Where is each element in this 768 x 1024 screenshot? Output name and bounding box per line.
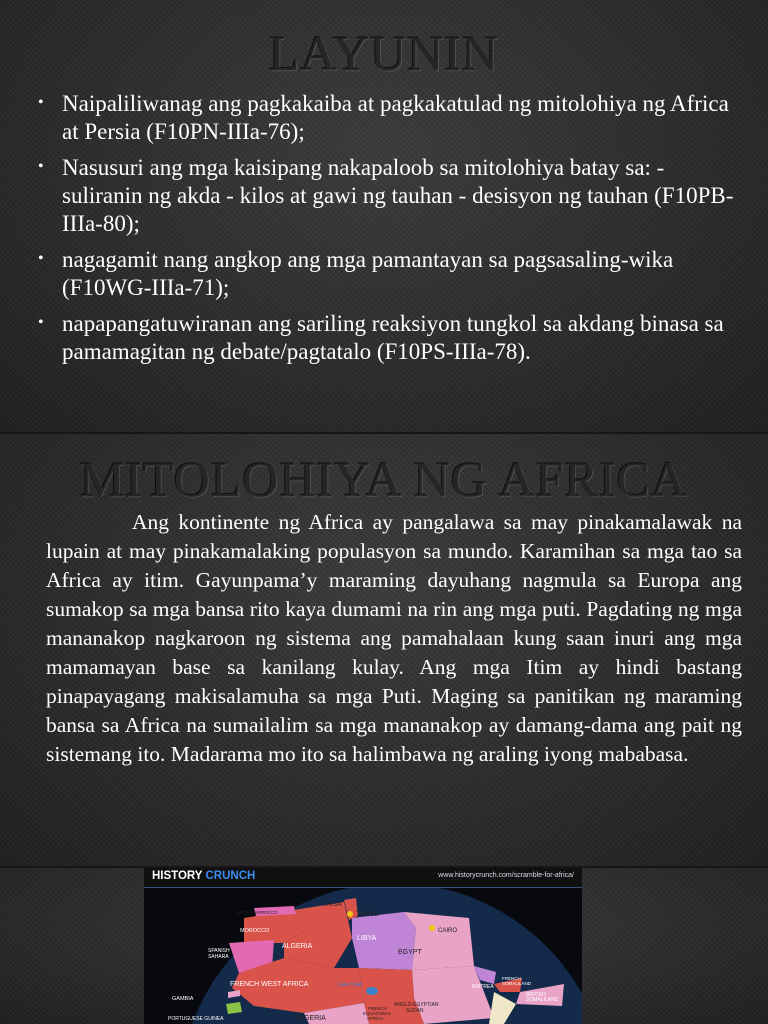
list-item — [36, 246, 746, 302]
map-label: EGYPT — [398, 949, 422, 956]
bullet-icon: • — [38, 94, 44, 111]
objective-text: napapangatuwiranan ang sariling reaksiyon tungkol sa akdang binasa sa pamamagitan ng debate/pagtatalo (F10PS-IIIa-78). — [62, 311, 724, 364]
slide-africa-mythology — [0, 434, 768, 866]
map-label: NIGERIA — [297, 1015, 326, 1022]
map-label: AFRICA — [367, 1016, 384, 1021]
slide-objectives — [0, 0, 768, 432]
map-header — [144, 868, 582, 888]
bullet-icon: • — [38, 314, 44, 331]
portuguese-guinea-region — [226, 1002, 242, 1014]
source-url: www.historycrunch.com/scramble-for-africa/ — [438, 872, 574, 879]
objective-text: nagagamit nang angkop ang mga pamantayan sa pagsasaling-wika (F10WG-IIIa-71); — [62, 247, 674, 300]
africa-map-graphic — [144, 888, 582, 1024]
slide-title: LAYUNIN — [268, 25, 500, 81]
map-label: ANGLO-EGYPTIAN — [394, 1002, 439, 1008]
map-label: SAHARA — [208, 954, 229, 960]
map-label: GAMBIA — [172, 996, 194, 1002]
objective-text: Nasusuri ang mga kaisipang nakapaloob sa mitolohiya batay sa: - suliranin ng akda - kilos at gawi ng tauhan - desisyon ng tauhan (F10PB-IIIa-80); — [62, 155, 734, 236]
map-label: FRENCH — [502, 976, 521, 981]
map-label: SUDAN — [406, 1008, 424, 1014]
bullet-icon: • — [38, 158, 44, 175]
map-label: BRITISH — [526, 992, 546, 998]
map-label: SOMALILAND — [526, 997, 559, 1003]
scramble-for-africa-map — [144, 868, 582, 1024]
map-label: Lake Chad — [338, 982, 363, 988]
map-label: SPANISH MOROCCO — [236, 910, 278, 915]
map-label: EQUATORIAL — [363, 1011, 392, 1016]
map-label: ERITREA — [472, 984, 494, 990]
tripoli-marker — [347, 911, 353, 917]
slide-title: MITOLOHIYA NG AFRICA — [79, 451, 688, 507]
map-label: TRIPOLI — [356, 912, 380, 918]
map-label: ALGERIA — [282, 943, 313, 950]
cairo-marker — [429, 925, 435, 931]
list-item — [36, 154, 746, 238]
map-label: SPANISH — [208, 948, 230, 954]
objective-text: Naipaliliwanag ang pagkakaiba at pagkakatulad ng mitolohiya ng Africa at Persia (F10PN-IIIa-76); — [62, 91, 729, 144]
map-label: FRENCH WEST AFRICA — [230, 981, 309, 988]
map-label: CAIRO — [438, 928, 458, 934]
bullet-icon: • — [38, 250, 44, 267]
map-label: FRENCH — [368, 1006, 387, 1011]
list-item — [36, 90, 746, 146]
map-label: TUNISIA — [322, 902, 342, 908]
lake-chad — [366, 987, 378, 995]
brand-logo: HISTORY CRUNCH — [152, 870, 256, 882]
map-label: SOMALILAND — [502, 981, 532, 986]
body-paragraph: Ang kontinente ng Africa ay pangalawa sa may pinakamalawak na lupain at may pinakamalaking populasyon sa mundo. Karamihan sa mga tao sa Africa ay itim. Gayunpama’y maraming dayuhang nagmula sa Europa ang sumakop sa mga bansa rito kaya dumami na rin ang mga puti. Pagdating ng mga mananakop nagkaroon ng sistema ang pamahalaan kung saan inuri ang mga mamamayan base sa kanilang kulay. Ang mga Itim ay hindi bastang pinapayagang makisalamuha sa mga Puti. Maging sa panitikan ng maraming bansa sa Africa na sumailalim sa mga mananakop ay damang-dama ang pait ng sistemang ito. Madarama mo ito sa halimbawa ng araling iyong mababasa. — [46, 510, 742, 766]
map-label: LIBYA — [357, 935, 377, 942]
map-label: PORTUGUESE GUINEA — [168, 1016, 224, 1022]
slide-map — [0, 868, 768, 1024]
list-item — [36, 310, 746, 366]
map-label: MOROCCO — [240, 928, 270, 934]
objectives-list — [36, 90, 746, 374]
